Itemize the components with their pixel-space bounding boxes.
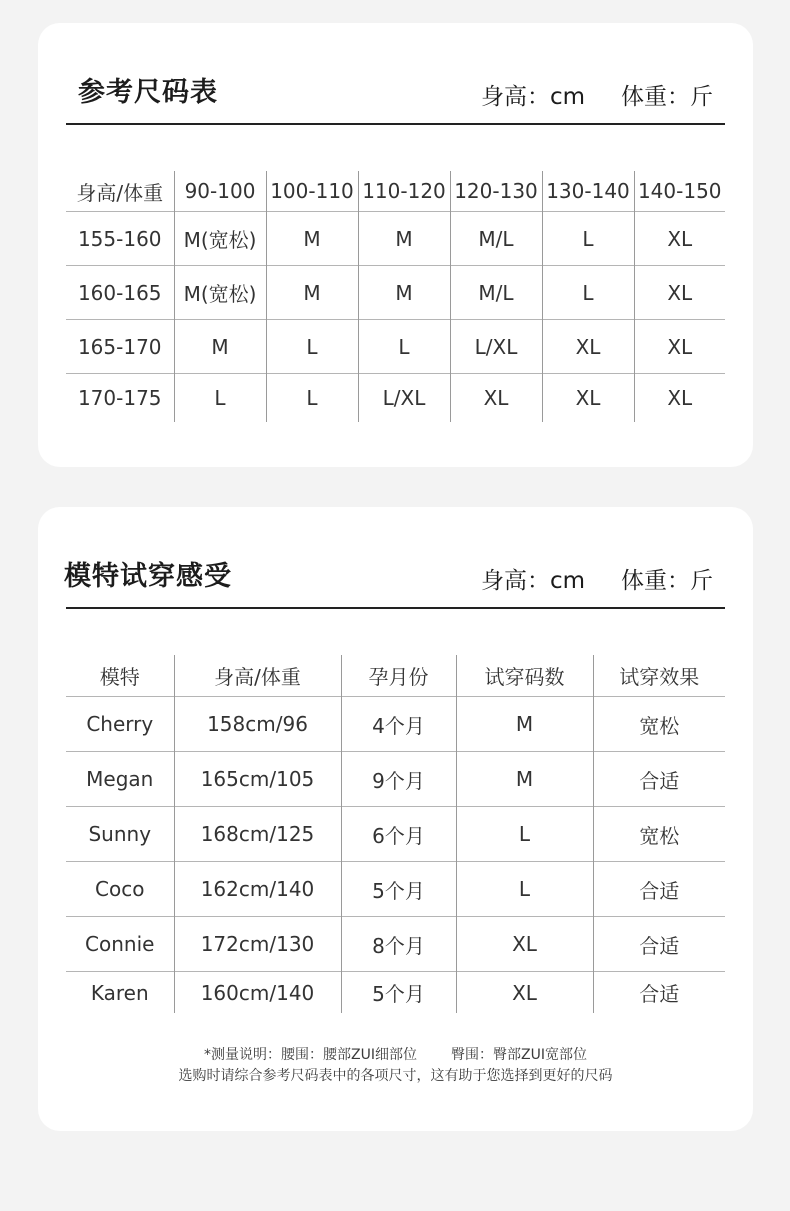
table-cell: 合适 xyxy=(593,752,725,807)
table-cell: 宽松 xyxy=(593,807,725,862)
table-cell: L xyxy=(456,862,593,917)
table-cell: M(宽松) xyxy=(174,266,266,320)
table-cell: XL xyxy=(542,374,634,423)
table-row xyxy=(66,862,725,917)
measurement-note xyxy=(38,1045,753,1087)
table-cell: Cherry xyxy=(66,697,174,752)
header-cell: 试穿效果 xyxy=(593,655,725,697)
header-cell: 110-120 xyxy=(358,171,450,212)
table-cell: 9个月 xyxy=(341,752,456,807)
table-cell: XL xyxy=(456,972,593,1014)
table-cell: 4个月 xyxy=(341,697,456,752)
model-table xyxy=(66,655,725,1013)
note-line-1: *测量说明：腰围：腰部ZUI细部位 臀围：臀部ZUI宽部位 xyxy=(204,1047,587,1063)
table-cell: M xyxy=(456,697,593,752)
table-row xyxy=(66,752,725,807)
height-unit: 身高：cm xyxy=(480,568,585,594)
table-cell: M xyxy=(358,266,450,320)
table-cell: L/XL xyxy=(358,374,450,423)
table-cell: XL xyxy=(456,917,593,972)
size-chart-header xyxy=(66,23,725,125)
table-cell: M/L xyxy=(450,266,542,320)
table-cell: 162cm/140 xyxy=(174,862,341,917)
table-header-row xyxy=(66,171,725,212)
model-fit-title: 模特试穿感受 xyxy=(64,561,232,592)
size-table xyxy=(66,171,725,422)
table-cell: 合适 xyxy=(593,972,725,1014)
table-cell: L xyxy=(542,266,634,320)
table-cell: 160cm/140 xyxy=(174,972,341,1014)
table-cell: M xyxy=(266,212,358,266)
table-cell: 168cm/125 xyxy=(174,807,341,862)
table-cell: 165-170 xyxy=(66,320,174,374)
header-cell: 身高/体重 xyxy=(76,180,164,205)
table-cell: L xyxy=(266,374,358,423)
table-row xyxy=(66,266,725,320)
table-cell: XL xyxy=(634,266,725,320)
table-cell: M xyxy=(266,266,358,320)
size-chart-title: 参考尺码表 xyxy=(78,77,218,108)
table-cell: M/L xyxy=(450,212,542,266)
table-cell: L xyxy=(542,212,634,266)
table-row xyxy=(66,374,725,423)
size-chart-card xyxy=(38,23,753,467)
header-cell: 模特 xyxy=(99,665,140,689)
table-header-row xyxy=(66,655,725,697)
table-cell: M(宽松) xyxy=(174,212,266,266)
table-row xyxy=(66,697,725,752)
model-fit-units xyxy=(481,562,713,595)
table-cell: XL xyxy=(634,320,725,374)
note-line-2: 选购时请综合参考尺码表中的各项尺寸，这有助于您选择到更好的尺码 xyxy=(178,1068,613,1084)
header-cell: 140-150 xyxy=(634,171,725,212)
table-cell: 160-165 xyxy=(66,266,174,320)
size-chart-units xyxy=(481,78,713,111)
table-cell: 5个月 xyxy=(341,862,456,917)
table-cell: 6个月 xyxy=(341,807,456,862)
table-row xyxy=(66,212,725,266)
table-cell: Coco xyxy=(66,862,174,917)
table-cell: 8个月 xyxy=(341,917,456,972)
header-cell: 100-110 xyxy=(266,171,358,212)
table-row xyxy=(66,807,725,862)
table-cell: XL xyxy=(450,374,542,423)
table-cell: Connie xyxy=(66,917,174,972)
table-cell: 170-175 xyxy=(66,374,174,423)
header-cell: 130-140 xyxy=(542,171,634,212)
table-cell: M xyxy=(456,752,593,807)
header-cell: 孕月份 xyxy=(341,655,456,697)
height-unit: 身高：cm xyxy=(480,84,585,110)
table-cell: L xyxy=(266,320,358,374)
model-fit-header xyxy=(66,507,725,609)
table-cell: Karen xyxy=(66,972,174,1014)
weight-unit: 体重：斤 xyxy=(621,568,713,594)
table-cell: L/XL xyxy=(450,320,542,374)
model-fit-card xyxy=(38,507,753,1131)
table-cell: 5个月 xyxy=(341,972,456,1014)
header-cell: 90-100 xyxy=(174,171,266,212)
table-cell: L xyxy=(456,807,593,862)
table-cell: M xyxy=(358,212,450,266)
header-cell: 120-130 xyxy=(450,171,542,212)
table-cell: 合适 xyxy=(593,862,725,917)
table-cell: M xyxy=(174,320,266,374)
table-cell: XL xyxy=(542,320,634,374)
table-cell: 宽松 xyxy=(593,697,725,752)
weight-unit: 体重：斤 xyxy=(621,84,713,110)
table-cell: 155-160 xyxy=(66,212,174,266)
table-cell: Megan xyxy=(66,752,174,807)
table-cell: XL xyxy=(634,374,725,423)
table-cell: Sunny xyxy=(66,807,174,862)
table-row xyxy=(66,917,725,972)
table-cell: 合适 xyxy=(593,917,725,972)
table-cell: XL xyxy=(634,212,725,266)
table-row xyxy=(66,320,725,374)
table-cell: 158cm/96 xyxy=(174,697,341,752)
table-cell: L xyxy=(174,374,266,423)
table-cell: 165cm/105 xyxy=(174,752,341,807)
header-cell: 身高/体重 xyxy=(174,655,341,697)
table-cell: L xyxy=(358,320,450,374)
table-row xyxy=(66,972,725,1014)
header-cell: 试穿码数 xyxy=(456,655,593,697)
table-cell: 172cm/130 xyxy=(174,917,341,972)
